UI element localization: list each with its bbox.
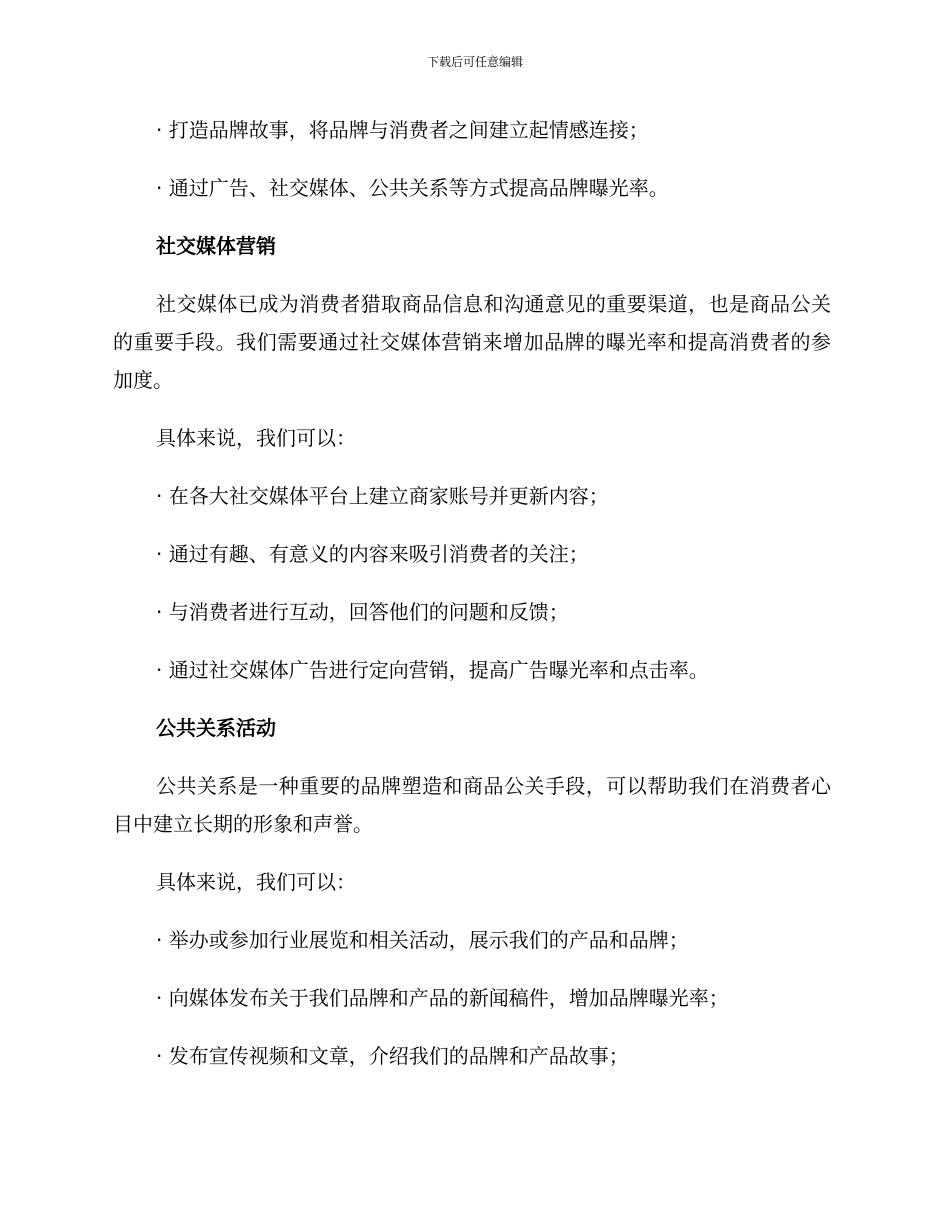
bullet-item: · 通过广告、社交媒体、公共关系等方式提高品牌曝光率。 [156,176,669,200]
bullet-item: · 通过有趣、有意义的内容来吸引消费者的关注； [156,542,589,566]
bullet-item: · 与消费者进行互动，回答他们的问题和反馈； [156,600,569,624]
bullet-item: · 举办或参加行业展览和相关活动，展示我们的产品和品牌； [156,928,689,952]
section-intro: 具体来说，我们可以： [156,870,356,894]
bullet-item: · 打造品牌故事，将品牌与消费者之间建立起情感连接； [156,118,649,142]
bullet-item: · 发布宣传视频和文章，介绍我们的品牌和产品故事； [156,1044,629,1068]
section-paragraph-social-media: 社交媒体已成为消费者猎取商品信息和沟通意见的重要渠道，也是商品公关的重要手段。我们需要通过社交媒体营销来增加品牌的曝光率和提高消费者的参加度。 [113,292,831,392]
section-heading-public-relations: 公共关系活动 [156,716,276,740]
document-body [113,111,831,1095]
bullet-item: · 在各大社交媒体平台上建立商家账号并更新内容； [156,484,609,508]
bullet-item: · 向媒体发布关于我们品牌和产品的新闻稿件，增加品牌曝光率； [156,986,729,1010]
section-intro: 具体来说，我们可以： [156,426,356,450]
page-header-note: 下载后可任意编辑 [426,55,523,69]
section-paragraph-public-relations: 公共关系是一种重要的品牌塑造和商品公关手段，可以帮助我们在消费者心目中建立长期的形象和声誉。 [113,774,831,836]
section-heading-social-media: 社交媒体营销 [156,234,276,258]
bullet-item: · 通过社交媒体广告进行定向营销，提高广告曝光率和点击率。 [156,658,709,682]
